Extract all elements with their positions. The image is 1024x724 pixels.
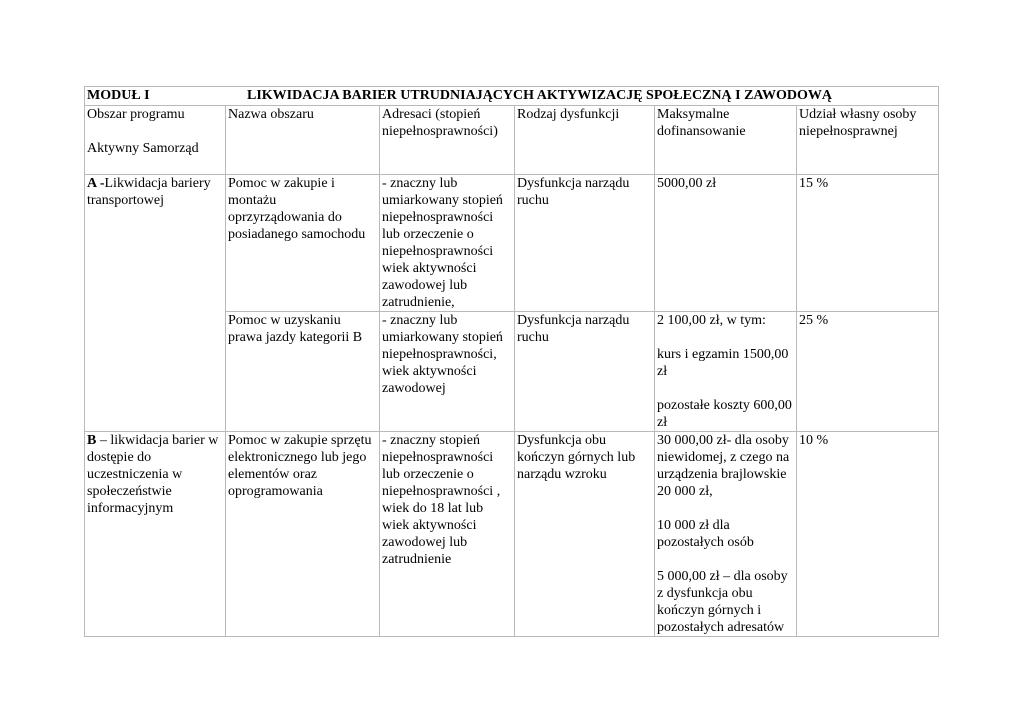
- area-a-row2-own-share: 25 %: [797, 312, 939, 432]
- area-a-row2-dysfunction: Dysfunkcja narządu ruchu: [515, 312, 655, 432]
- area-a-row2-funding: 2 100,00 zł, w tym: kurs i egzamin 1500,00 zł pozostałe koszty 600,00 zł: [655, 312, 797, 432]
- area-b-name: Pomoc w zakupie sprzętu elektronicznego lub jego elementów oraz oprogramowania: [226, 432, 380, 637]
- area-b-dysfunction: Dysfunkcja obu kończyn górnych lub narządu wzroku: [515, 432, 655, 637]
- area-b-own-share: 10 %: [797, 432, 939, 637]
- header-area-name: Nazwa obszaru: [226, 106, 380, 175]
- header-row: [85, 106, 939, 175]
- area-b-funding: 30 000,00 zł- dla osoby niewidomej, z czego na urządzenia brajlowskie 20 000 zł, 10 000 zł dla pozostałych osób 5 000,00 zł – dla osoby z dysfunkcja obu kończyn górnych i pozostałych adresatów: [655, 432, 797, 637]
- area-a-row2-addressees: - znaczny lub umiarkowany stopień niepełnosprawności, wiek aktywności zawodowej: [380, 312, 515, 432]
- area-a-row1-name: Pomoc w zakupie i montażu oprzyrządowania do posiadanego samochodu: [226, 175, 380, 312]
- program-table: [84, 86, 939, 637]
- table-row: [85, 175, 939, 312]
- module-title: LIKWIDACJA BARIER UTRUDNIAJĄCYCH AKTYWIZACJĘ SPOŁECZNĄ I ZAWODOWĄ: [247, 88, 832, 103]
- module-title-row: [85, 87, 939, 106]
- area-b-cell: B – likwidacja barier w dostępie do uczestniczenia w społeczeństwie informacyjnym: [85, 432, 226, 637]
- header-own-share: Udział własny osoby niepełnosprawnej: [797, 106, 939, 175]
- table-row: [85, 432, 939, 637]
- header-program-area: Obszar programu Aktywny Samorząd: [85, 106, 226, 175]
- area-a-row1-addressees: - znaczny lub umiarkowany stopień niepełnosprawności lub orzeczenie o niepełnosprawności wiek aktywności zawodowej lub zatrudnienie,: [380, 175, 515, 312]
- header-addressees: Adresaci (stopień niepełnosprawności): [380, 106, 515, 175]
- module-label: MODUŁ I: [87, 88, 150, 103]
- module-title-cell: [85, 87, 939, 106]
- area-b-addressees: - znaczny stopień niepełnosprawności lub orzeczenie o niepełnosprawności , wiek do 18 lat lub wiek aktywności zawodowej lub zatrudnienie: [380, 432, 515, 637]
- header-max-funding: Maksymalne dofinansowanie: [655, 106, 797, 175]
- area-a-cell: A -Likwidacja bariery transportowej: [85, 175, 226, 432]
- area-a-row1-dysfunction: Dysfunkcja narządu ruchu: [515, 175, 655, 312]
- area-a-row1-funding: 5000,00 zł: [655, 175, 797, 312]
- area-a-row1-own-share: 15 %: [797, 175, 939, 312]
- area-a-row2-name: Pomoc w uzyskaniu prawa jazdy kategorii B: [226, 312, 380, 432]
- header-dysfunction: Rodzaj dysfunkcji: [515, 106, 655, 175]
